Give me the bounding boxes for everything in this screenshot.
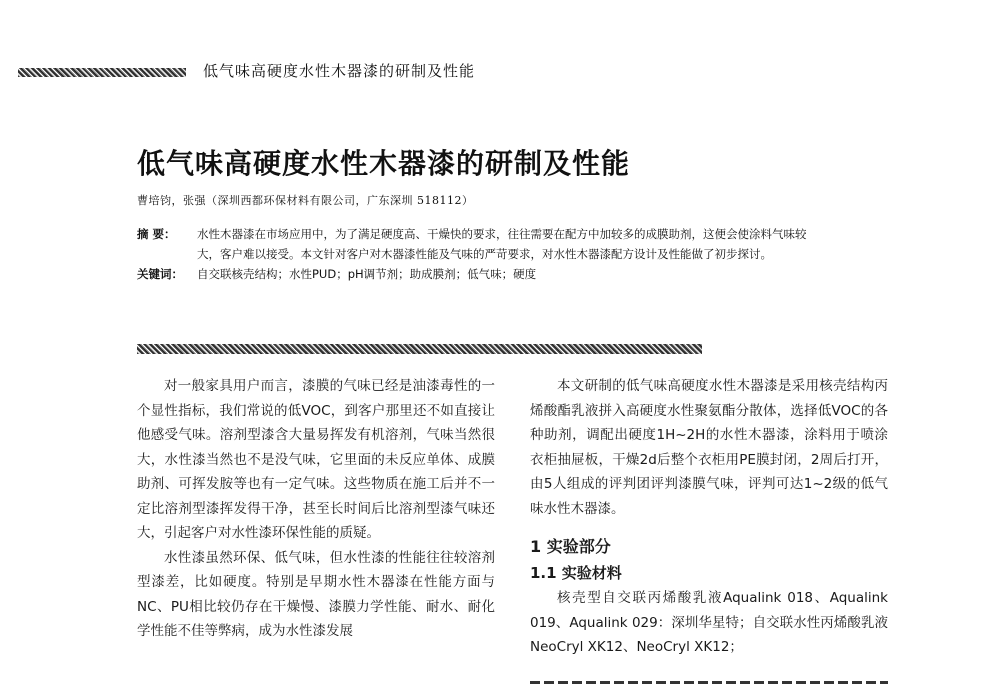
subsection-heading: 1.1 实验材料 — [530, 564, 622, 582]
abstract-text: 水性木器漆在市场应用中，为了满足硬度高、干燥快的要求，往往需要在配方中加较多的成膜助剂，这便会使涂料气味较大，客户难以接受。本文针对客户对木器漆性能及气味的严苛要求，对水性木器漆配方设计及性能做了初步探讨。 — [197, 227, 807, 261]
keywords-label: 关键词： — [137, 267, 183, 281]
abstract-block — [137, 224, 817, 284]
article-title: 低气味高硬度水性木器漆的研制及性能 — [137, 147, 631, 180]
running-header-title: 低气味高硬度水性木器漆的研制及性能 — [203, 62, 476, 80]
abstract-label: 摘 要： — [137, 227, 176, 241]
section-divider — [137, 344, 702, 354]
abstract-row — [137, 224, 817, 264]
body-paragraph: 核壳型自交联丙烯酸乳液Aqualink 018、Aqualink 019、Aqualink 029：深圳华星特；自交联水性丙烯酸乳液NeoCryl XK12、NeoCryl XK12； — [530, 590, 888, 655]
section-heading: 1 实验部分 — [530, 537, 611, 556]
running-header-rule — [18, 68, 186, 77]
body-paragraph: 对一般家具用户而言，漆膜的气味已经是油漆毒性的一个显性指标，我们常说的低VOC，到客户那里还不如直接让他感受气味。溶剂型漆含大量易挥发有机溶剂，气味当然很大，水性漆当然也不是没气味，它里面的未反应单体、成膜助剂、可挥发胺等也有一定气味。这些物质在施工后并不一定比溶剂型漆挥发得干净，甚至长时间后比溶剂型漆气味还大，引起客户对水性漆环保性能的质疑。 — [137, 378, 495, 541]
cropped-text-line — [530, 676, 888, 685]
author-line: 曹培钧，张强（深圳西都环保材料有限公司，广东深圳 518112） — [137, 194, 474, 207]
keywords-text: 自交联核壳结构；水性PUD；pH调节剂；助成膜剂；低气味；硬度 — [197, 267, 537, 281]
body-paragraph: 本文研制的低气味高硬度水性木器漆是采用核壳结构丙烯酸酯乳液拼入高硬度水性聚氨酯分散体，选择低VOC的各种助剂，调配出硬度1H~2H的水性木器漆，涂料用于喷涂衣柜抽屉板，干燥2d后整个衣柜用PE膜封闭，2周后打开，由5人组成的评判团评判漆膜气味，评判可达1~2级的低气味水性木器漆。 — [530, 378, 888, 517]
keywords-row — [137, 264, 817, 284]
body-right-column — [530, 374, 888, 660]
body-paragraph: 水性漆虽然环保、低气味，但水性漆的性能往往较溶剂型漆差，比如硬度。特别是早期水性木器漆在性能方面与NC、PU相比较仍存在干燥慢、漆膜力学性能、耐水、耐化学性能不佳等弊病，成为水性漆发展 — [137, 549, 495, 639]
body-left-column — [137, 374, 495, 644]
